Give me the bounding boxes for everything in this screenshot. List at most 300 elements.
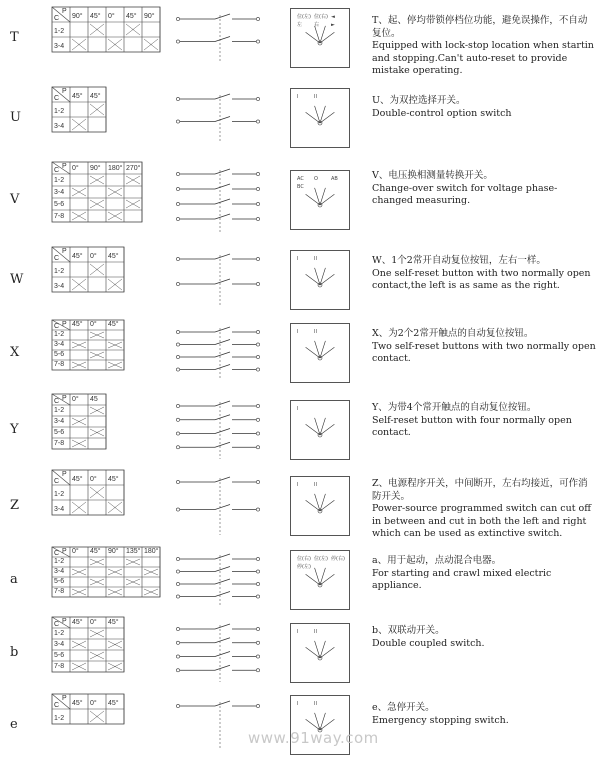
contact-label: 3-4 [54, 418, 65, 425]
terminal [176, 627, 179, 630]
dial-label: I [297, 93, 299, 100]
dial-label: AB [331, 176, 338, 182]
switch-description [372, 702, 596, 727]
terminal [176, 432, 179, 435]
dial-ray [320, 268, 325, 285]
dial-label: AC [297, 176, 304, 182]
switch-code: U [10, 109, 21, 125]
switch-code: X [10, 345, 20, 360]
switch-description [372, 255, 596, 293]
terminal [256, 202, 259, 205]
description-en: Double coupled switch. [372, 637, 485, 649]
position-dial [290, 170, 350, 230]
switch-row-b [0, 615, 600, 690]
dial-label: I [297, 329, 299, 335]
angle-label: 90° [72, 13, 83, 20]
dial-ray [306, 647, 320, 658]
dial-label: II [314, 329, 317, 335]
dial-ray [315, 493, 320, 510]
description-en: For starting and crawl mixed electric appliance. [372, 567, 552, 592]
dial-svg [291, 624, 349, 682]
terminal [256, 627, 259, 630]
terminal [256, 282, 259, 285]
angle-label: 45° [90, 548, 101, 555]
contact-blade [215, 37, 230, 42]
description-en: Power-source programmed switch can cut off in between and cut in both the left and right which can be used as extinctive switch. [372, 503, 592, 540]
contact-schematic [170, 11, 270, 72]
angle-label: 90° [90, 165, 101, 172]
terminal [176, 404, 179, 407]
schematic-svg [170, 11, 270, 68]
corner-label-p: P [62, 163, 67, 170]
terminal [256, 343, 259, 346]
contact-label: 3-4 [54, 568, 65, 575]
angle-label: 45° [90, 93, 101, 100]
dial-ray [320, 341, 325, 358]
contact-blade [215, 554, 230, 559]
description-zh: V、电压换相测量转换开关。 [372, 170, 493, 181]
contact-label: 7-8 [54, 361, 65, 368]
terminal [176, 570, 179, 573]
angle-label: 180° [108, 165, 123, 172]
angle-label: 0° [90, 619, 97, 626]
angle-label: 135° [126, 548, 141, 555]
corner-label-c: C [54, 702, 60, 709]
dial-ray [320, 647, 334, 658]
corner-label-c: C [54, 15, 60, 22]
schematic-svg [170, 551, 270, 613]
contact-blade [215, 327, 230, 332]
terminal [176, 704, 179, 707]
switch-description [372, 625, 596, 650]
contact-schematic [170, 166, 270, 242]
contact-table [40, 545, 180, 605]
terminal [176, 202, 179, 205]
contact-blade [215, 14, 230, 19]
dial-ray [320, 32, 334, 43]
switch-code: T [10, 29, 19, 45]
terminal [176, 343, 179, 346]
switch-row-U [0, 85, 600, 150]
corner-label-c: C [54, 323, 60, 330]
dial-svg [291, 401, 349, 459]
terminal [176, 330, 179, 333]
schematic-svg [170, 324, 270, 386]
contact-table [40, 468, 144, 523]
switch-row-a [0, 545, 600, 615]
contact-label: 5-6 [54, 429, 65, 436]
contact-table-svg [40, 468, 144, 519]
contact-schematic [170, 398, 270, 469]
contact-blade [215, 592, 230, 597]
corner-label-c: C [54, 167, 60, 174]
corner-label-c: C [54, 478, 60, 485]
corner-label-c: C [54, 621, 60, 628]
contact-table-svg [40, 545, 180, 601]
dial-ray [306, 347, 320, 358]
contact-table-svg [40, 245, 144, 296]
terminal [176, 641, 179, 644]
dial-ray [306, 719, 320, 730]
terminal [176, 557, 179, 560]
contact-blade [215, 169, 230, 174]
corner-label-p: P [62, 471, 67, 478]
contact-table [40, 160, 162, 230]
contact-blade [215, 184, 230, 189]
angle-label: 45° [108, 700, 119, 707]
description-zh: e、急停开关。 [372, 702, 435, 713]
switch-description [372, 95, 596, 120]
angle-label: 0° [72, 548, 79, 555]
dial-ray [315, 105, 320, 122]
position-dial [290, 88, 350, 148]
angle-label: 45° [126, 13, 137, 20]
angle-label: 45° [72, 321, 83, 328]
dial-svg [291, 89, 349, 147]
description-en: Double-control option switch [372, 107, 512, 119]
switch-description [372, 328, 596, 366]
dial-label: 位(右) [297, 556, 311, 562]
contact-table [40, 615, 144, 680]
dial-ray [320, 719, 334, 730]
angle-label: 0° [90, 476, 97, 483]
terminal [176, 655, 179, 658]
switch-row-e [0, 692, 600, 757]
contact-blade [215, 352, 230, 357]
terminal [256, 187, 259, 190]
terminal [176, 97, 179, 100]
angle-label: 0° [72, 165, 79, 172]
terminal [176, 480, 179, 483]
description-en: Equipped with lock-stop location when startin and stopping.Can't auto-reset to provide mistake operating. [372, 40, 594, 77]
terminal [176, 368, 179, 371]
switch-code: b [10, 644, 19, 660]
dial-ray [320, 424, 334, 435]
description-en: Emergency stopping switch. [372, 714, 509, 726]
contact-table-svg [40, 392, 126, 453]
terminal [256, 418, 259, 421]
contact-table-svg [40, 692, 144, 728]
contact-label: 5-6 [54, 201, 65, 208]
contact-blade [215, 652, 230, 657]
switch-code: a [10, 572, 18, 587]
terminal [176, 669, 179, 672]
description-zh: Z、电源程序开关，中间断开，左右均接近，可作消防开关。 [372, 478, 588, 502]
contact-label: 1-2 [54, 491, 65, 498]
switch-code: e [10, 716, 18, 732]
terminal [256, 17, 259, 20]
dial-ray [320, 500, 334, 511]
position-dial [290, 323, 350, 383]
dial-ray [315, 640, 320, 657]
dial-ray [320, 574, 334, 585]
contact-schematic [170, 551, 270, 617]
dial-label: I [297, 628, 299, 635]
terminal [176, 40, 179, 43]
angle-label: 45 [90, 396, 98, 403]
contact-table [40, 318, 144, 378]
dial-label: 左 [297, 21, 303, 28]
dial-label: 位(左) [314, 556, 328, 562]
contact-label: 3-4 [54, 341, 65, 348]
terminal [256, 355, 259, 358]
dial-ray [315, 341, 320, 358]
terminal [256, 40, 259, 43]
terminal [256, 368, 259, 371]
angle-label: 45° [72, 700, 83, 707]
schematic-svg [170, 621, 270, 688]
corner-label-p: P [62, 8, 67, 15]
contact-table-svg [40, 615, 144, 676]
dial-ray [306, 194, 320, 205]
contact-schematic [170, 91, 270, 152]
corner-label-p: P [62, 548, 67, 555]
contact-schematic [170, 474, 270, 545]
dial-svg [291, 251, 349, 309]
dial-svg [291, 9, 349, 67]
switch-row-V [0, 160, 600, 240]
contact-table-svg [40, 5, 180, 56]
terminal [256, 404, 259, 407]
switch-description [372, 170, 596, 208]
terminal [256, 480, 259, 483]
terminal [176, 217, 179, 220]
dial-ray [315, 188, 320, 205]
contact-label: 3-4 [54, 189, 65, 196]
angle-label: 180° [144, 548, 159, 555]
dial-ray [320, 493, 325, 510]
terminal [176, 17, 179, 20]
contact-table [40, 245, 144, 300]
dial-svg [291, 551, 349, 609]
terminal [256, 641, 259, 644]
switch-row-Z [0, 468, 600, 543]
dial-ray [320, 347, 334, 358]
dial-label: II [314, 700, 317, 707]
contact-label: 7-8 [54, 440, 65, 447]
contact-label: 7-8 [54, 663, 65, 670]
terminal [256, 120, 259, 123]
contact-blade [215, 340, 230, 345]
contact-label: 7-8 [54, 213, 65, 220]
dial-label: I [297, 481, 299, 488]
angle-label: 45° [72, 253, 83, 260]
angle-label: 45° [108, 253, 119, 260]
schematic-svg [170, 166, 270, 238]
terminal [256, 570, 259, 573]
terminal [176, 282, 179, 285]
description-zh: X、为2个2常开触点的自动复位按钮。 [372, 328, 534, 339]
contact-blade [215, 477, 230, 482]
terminal [256, 704, 259, 707]
dial-label: 停(左) [297, 564, 311, 570]
dial-ray [320, 417, 325, 434]
terminal [256, 655, 259, 658]
corner-label-p: P [62, 248, 67, 255]
dial-label: I [297, 256, 299, 262]
description-en: Two self-reset buttons with two normally open contact. [372, 340, 596, 365]
angle-label: 45° [72, 619, 83, 626]
switch-row-X [0, 318, 600, 388]
dial-ray [320, 712, 325, 729]
contact-blade [215, 579, 230, 584]
corner-label-p: P [62, 321, 67, 328]
switch-description [372, 555, 596, 593]
contact-blade [215, 365, 230, 370]
contact-label: 3-4 [54, 43, 65, 50]
contact-schematic [170, 621, 270, 692]
dial-label: I [297, 405, 299, 412]
angle-label: 0° [90, 321, 97, 328]
terminal [256, 257, 259, 260]
contact-label: 5-6 [54, 351, 65, 358]
angle-label: 45° [72, 476, 83, 483]
contact-blade [215, 214, 230, 219]
position-dial [290, 476, 350, 536]
watermark: www.91way.com [248, 729, 379, 747]
contact-label: 1-2 [54, 407, 65, 414]
dial-ray [306, 574, 320, 585]
description-en: Self-reset button with four normally open contact. [372, 414, 572, 439]
dial-ray [306, 424, 320, 435]
description-en: Change-over switch for voltage phase-changed measuring. [372, 182, 558, 207]
dial-ray [315, 417, 320, 434]
dial-svg [291, 324, 349, 382]
contact-schematic [170, 251, 270, 317]
contact-label: 5-6 [54, 578, 65, 585]
contact-blade [215, 401, 230, 406]
position-dial [290, 623, 350, 683]
corner-label-c: C [54, 398, 60, 405]
dial-ray [320, 112, 334, 123]
terminal [256, 172, 259, 175]
terminal [256, 446, 259, 449]
contact-blade [215, 279, 230, 284]
switch-description [372, 402, 596, 440]
corner-label-p: P [62, 695, 67, 702]
terminal [256, 432, 259, 435]
dial-ray [320, 640, 325, 657]
switch-row-W [0, 245, 600, 315]
contact-blade [215, 624, 230, 629]
contact-label: 3-4 [54, 641, 65, 648]
dial-ray [320, 25, 325, 42]
position-dial [290, 250, 350, 310]
contact-blade [215, 665, 230, 670]
angle-label: 45° [72, 93, 83, 100]
terminal [256, 557, 259, 560]
terminal [176, 120, 179, 123]
description-en: One self-reset button with two normally open contact,the left is as same as the right. [372, 267, 591, 292]
switch-code: W [10, 272, 24, 287]
description-zh: b、双联动开关。 [372, 625, 445, 636]
angle-label: 90° [144, 13, 155, 20]
dial-ray [315, 712, 320, 729]
contact-table-svg [40, 318, 144, 374]
contact-label: 1-2 [54, 558, 65, 565]
dial-label: O [314, 176, 318, 182]
schematic-svg [170, 474, 270, 541]
switch-description [372, 478, 596, 541]
dial-ray [320, 274, 334, 285]
contact-blade [215, 415, 230, 420]
terminal [256, 97, 259, 100]
contact-table [40, 85, 126, 140]
dial-ray [306, 274, 320, 285]
terminal [176, 418, 179, 421]
contact-label: 1-2 [54, 331, 65, 338]
corner-label-p: P [62, 395, 67, 402]
dial-ray [306, 32, 320, 43]
dial-svg [291, 171, 349, 229]
dial-label: 位(左) [297, 13, 311, 20]
terminal [256, 595, 259, 598]
dial-label: 停(右) [331, 556, 345, 562]
contact-label: 1-2 [54, 630, 65, 637]
terminal [176, 187, 179, 190]
angle-label: 45° [90, 13, 101, 20]
switch-row-T [0, 5, 600, 77]
dial-label: II [314, 481, 317, 488]
terminal [176, 355, 179, 358]
contact-blade [215, 701, 230, 706]
terminal [176, 582, 179, 585]
contact-blade [215, 94, 230, 99]
schematic-svg [170, 398, 270, 465]
contact-label: 1-2 [54, 177, 65, 184]
angle-label: 45° [108, 476, 119, 483]
contact-table [40, 5, 180, 60]
switch-code: V [10, 192, 20, 207]
position-dial [290, 400, 350, 460]
contact-table-svg [40, 85, 126, 136]
angle-label: 0° [108, 13, 115, 20]
angle-label: 0° [90, 253, 97, 260]
terminal [256, 217, 259, 220]
switch-description [372, 15, 596, 78]
contact-blade [215, 254, 230, 259]
dial-ray [315, 268, 320, 285]
contact-label: 3-4 [54, 123, 65, 130]
dial-ray [306, 500, 320, 511]
corner-label-p: P [62, 88, 67, 95]
switch-code: Z [10, 497, 20, 513]
angle-label: 0° [72, 396, 79, 403]
description-zh: T、起、停均带锁停档位功能，避免误操作，不自动复位。 [372, 15, 588, 39]
angle-label: 45° [108, 619, 119, 626]
description-zh: a、用于起动，点动混合电器。 [372, 555, 502, 566]
terminal [176, 508, 179, 511]
corner-label-c: C [54, 550, 60, 557]
contact-blade [215, 505, 230, 510]
contact-blade [215, 442, 230, 447]
dial-label: II [314, 628, 317, 635]
switch-row-Y [0, 392, 600, 467]
corner-label-c: C [54, 95, 60, 102]
contact-label: 3-4 [54, 506, 65, 513]
dial-ray [306, 112, 320, 123]
contact-label: 7-8 [54, 588, 65, 595]
terminal [256, 669, 259, 672]
terminal [176, 172, 179, 175]
contact-blade [215, 638, 230, 643]
contact-blade [215, 429, 230, 434]
schematic-svg [170, 251, 270, 313]
schematic-svg [170, 91, 270, 148]
contact-label: 1-2 [54, 28, 65, 35]
dial-ray [315, 25, 320, 42]
switch-code: Y [10, 421, 19, 437]
